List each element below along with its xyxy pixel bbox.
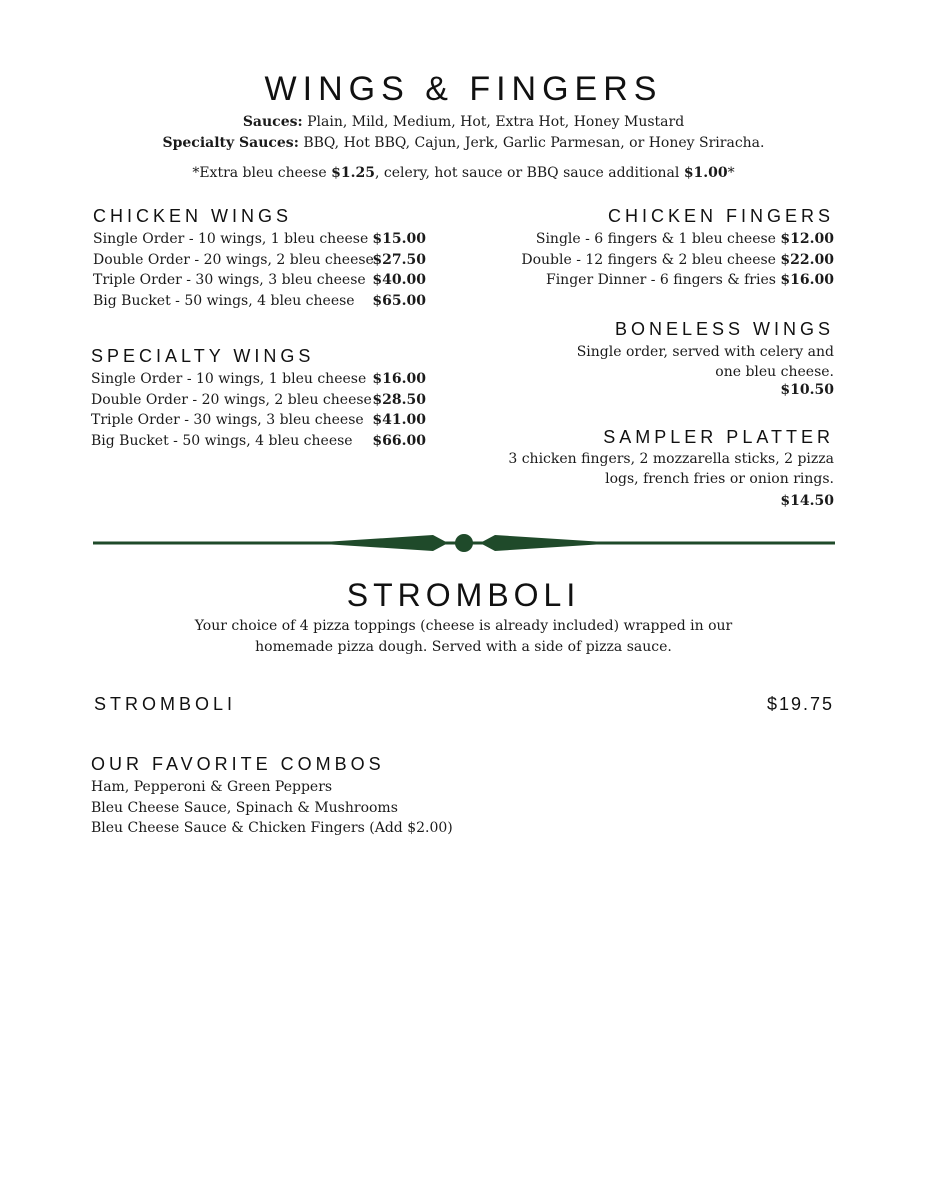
desc-line: logs, french fries or onion rings. bbox=[605, 471, 834, 487]
stromboli-title: STROMBOLI bbox=[346, 577, 581, 613]
extras-text-c: * bbox=[727, 165, 735, 181]
item-name: Big Bucket - 50 wings, 4 bleu cheese bbox=[93, 292, 355, 309]
item-price: $28.50 bbox=[372, 391, 426, 408]
menu-item bbox=[521, 229, 834, 250]
sampler-platter-heading: SAMPLER PLATTER bbox=[603, 427, 834, 447]
item-name: Double Order - 20 wings, 2 bleu cheese bbox=[91, 391, 372, 408]
item-name: Single - 6 fingers & 1 bleu cheese bbox=[535, 231, 776, 247]
item-name: Single Order - 10 wings, 1 bleu cheese bbox=[91, 371, 367, 387]
item-price: $66.00 bbox=[372, 432, 426, 449]
boneless-wings-heading: BONELESS WINGS bbox=[614, 319, 834, 339]
list-item: Bleu Cheese Sauce, Spinach & Mushrooms bbox=[91, 799, 398, 816]
sampler-platter-price: $14.50 bbox=[780, 493, 834, 509]
stromboli-desc-2: homemade pizza dough. Served with a side of pizza sauce. bbox=[255, 639, 672, 655]
specialty-wings-list bbox=[91, 369, 426, 451]
page-title: WINGS & FINGERS bbox=[264, 70, 663, 108]
stromboli-item-name: STROMBOLI bbox=[94, 694, 237, 714]
item-price: $41.00 bbox=[372, 412, 426, 428]
ornamental-divider bbox=[93, 529, 835, 557]
divider-center-dot bbox=[455, 534, 473, 552]
item-name: Double - 12 fingers & 2 bleu cheese bbox=[521, 251, 776, 268]
combos-heading: OUR FAVORITE COMBOS bbox=[91, 754, 385, 774]
specialty-sauces-label: Specialty Sauces: bbox=[162, 135, 299, 151]
item-name: Big Bucket - 50 wings, 4 bleu cheese bbox=[91, 432, 353, 449]
stromboli-desc-1: Your choice of 4 pizza toppings (cheese is already included) wrapped in our bbox=[194, 618, 733, 634]
menu-item bbox=[93, 229, 426, 250]
item-name: Triple Order - 30 wings, 3 bleu cheese bbox=[91, 412, 364, 428]
item-name: Finger Dinner - 6 fingers & fries bbox=[545, 272, 776, 288]
list-item: Ham, Pepperoni & Green Peppers bbox=[91, 779, 333, 795]
menu-item bbox=[521, 250, 834, 271]
sauces-line bbox=[0, 112, 927, 133]
chicken-fingers-list bbox=[521, 229, 834, 291]
chicken-wings-list bbox=[93, 229, 426, 311]
list-item: Bleu Cheese Sauce & Chicken Fingers (Add $2.00) bbox=[91, 820, 453, 836]
stromboli-item-price: $19.75 bbox=[766, 694, 834, 714]
item-price: $16.00 bbox=[780, 272, 834, 288]
chicken-fingers-heading: CHICKEN FINGERS bbox=[607, 206, 834, 226]
specialty-sauces-list: BBQ, Hot BBQ, Cajun, Jerk, Garlic Parmesan, or Honey Sriracha. bbox=[303, 135, 765, 151]
sampler-platter-desc bbox=[508, 449, 834, 489]
divider-right-spike bbox=[480, 535, 620, 551]
divider-left-spike bbox=[308, 535, 448, 551]
item-price: $12.00 bbox=[780, 231, 834, 247]
sauces-label: Sauces: bbox=[242, 114, 303, 130]
chicken-wings-heading: CHICKEN WINGS bbox=[93, 206, 293, 226]
extras-text-a: *Extra bleu cheese bbox=[192, 165, 327, 181]
extras-price-1: $1.25 bbox=[331, 165, 375, 181]
menu-item bbox=[91, 410, 426, 431]
desc-line: 3 chicken fingers, 2 mozzarella sticks, 2 pizza bbox=[508, 451, 834, 467]
menu-item bbox=[91, 431, 426, 452]
menu-item bbox=[521, 270, 834, 291]
desc-line: Single order, served with celery and bbox=[576, 344, 834, 360]
specialty-sauces-line bbox=[0, 133, 927, 154]
specialty-wings-heading: SPECIALTY WINGS bbox=[91, 346, 315, 366]
menu-item bbox=[91, 390, 426, 411]
item-name: Single Order - 10 wings, 1 bleu cheese bbox=[93, 231, 369, 247]
boneless-wings-price: $10.50 bbox=[780, 382, 834, 398]
sauces-list: Plain, Mild, Medium, Hot, Extra Hot, Honey Mustard bbox=[307, 114, 685, 130]
menu-item bbox=[91, 369, 426, 390]
menu-item bbox=[93, 250, 426, 271]
menu-item bbox=[93, 291, 426, 312]
item-price: $15.00 bbox=[372, 231, 426, 247]
item-price: $65.00 bbox=[372, 292, 426, 309]
extras-note bbox=[0, 163, 927, 184]
combos-list bbox=[91, 777, 453, 839]
extras-price-2: $1.00 bbox=[683, 165, 728, 181]
item-price: $22.00 bbox=[780, 251, 834, 268]
menu-item bbox=[93, 270, 426, 291]
item-price: $40.00 bbox=[372, 272, 426, 288]
item-name: Triple Order - 30 wings, 3 bleu cheese bbox=[93, 272, 366, 288]
desc-line: one bleu cheese. bbox=[715, 364, 834, 380]
item-price: $27.50 bbox=[372, 251, 426, 268]
extras-text-b: , celery, hot sauce or BBQ sauce additional bbox=[374, 165, 680, 181]
item-price: $16.00 bbox=[372, 371, 426, 387]
boneless-wings-desc bbox=[577, 342, 834, 382]
item-name: Double Order - 20 wings, 2 bleu cheese bbox=[93, 251, 374, 268]
